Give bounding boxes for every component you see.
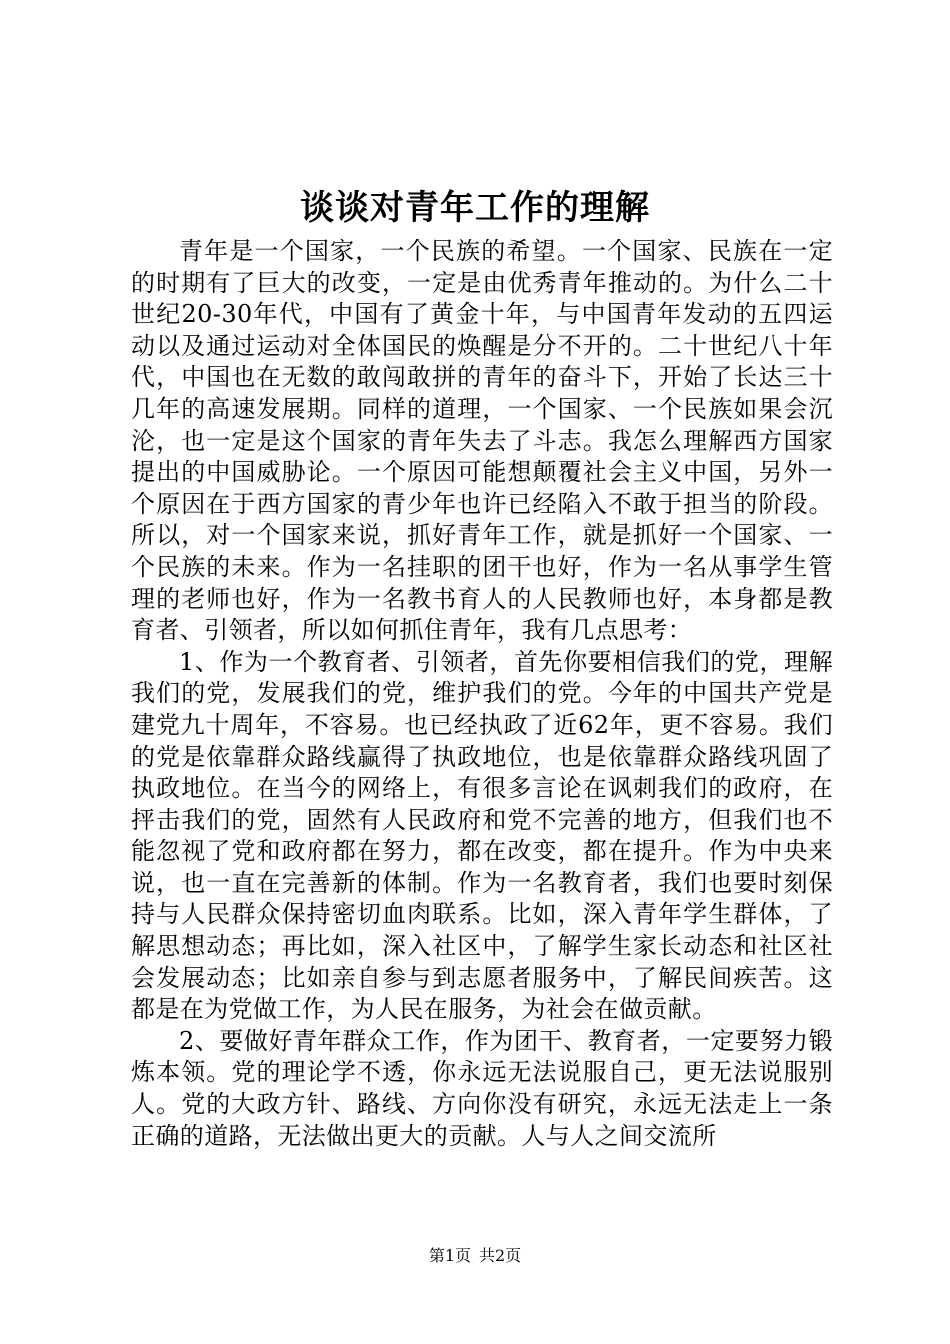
- paragraph-point-2: 2、要做好青年群众工作，作为团干、教育者，一定要努力锻炼本领。党的理论学不透，你永远无法说服自己，更无法说服别人。党的大政方针、路线、方向你没有研究，永远无法走上一条正确的道路，无法做出更大的贡献。人与人之间交流所: [131, 1026, 833, 1150]
- page-number-total: 共2页: [479, 1246, 522, 1265]
- document-body: [131, 236, 833, 1152]
- page-number-current: 第1页: [428, 1246, 471, 1265]
- paragraph-point-1: 1、作为一个教育者、引领者，首先你要相信我们的党，理解我们的党，发展我们的党，维护我们的党。今年的中国共产党是建党九十周年，不容易。也已经执政了近62年，更不容易。我们的党是依靠群众路线赢得了执政地位，也是依靠群众路线巩固了执政地位。在当今的网络上，有很多言论在讽刺我们的政府，在抨击我们的党，固然有人民政府和党不完善的地方，但我们也不能忽视了党和政府都在努力，都在改变，都在提升。作为中央来说，也一直在完善新的体制。作为一名教育者，我们也要时刻保持与人民群众保持密切血肉联系。比如，深入青年学生群体，了解思想动态；再比如，深入社区中，了解学生家长动态和社区社会发展动态；比如亲自参与到志愿者服务中，了解民间疾苦。这都是在为党做工作，为人民在服务，为社会在做贡献。: [131, 647, 833, 1024]
- page-footer: [0, 1244, 950, 1268]
- paragraph-intro: 青年是一个国家，一个民族的希望。一个国家、民族在一定的时期有了巨大的改变，一定是由优秀青年推动的。为什么二十世纪20-30年代，中国有了黄金十年，与中国青年发动的五四运动以及通过运动对全体国民的焕醒是分不开的。二十世纪八十年代，中国也在无数的敢闯敢拼的青年的奋斗下，开始了长达三十几年的高速发展期。同样的道理，一个国家、一个民族如果会沉沦，也一定是这个国家的青年失去了斗志。我怎么理解西方国家提出的中国威胁论。一个原因可能想颠覆社会主义中国，另外一个原因在于西方国家的青少年也许已经陷入不敢于担当的阶段。所以，对一个国家来说，抓好青年工作，就是抓好一个国家、一个民族的未来。作为一名挂职的团干也好，作为一名从事学生管理的老师也好，作为一名教书育人的人民教师也好，本身都是教育者、引领者，所以如何抓住青年，我有几点思考：: [131, 237, 833, 645]
- document-title: 谈谈对青年工作的理解: [300, 188, 650, 228]
